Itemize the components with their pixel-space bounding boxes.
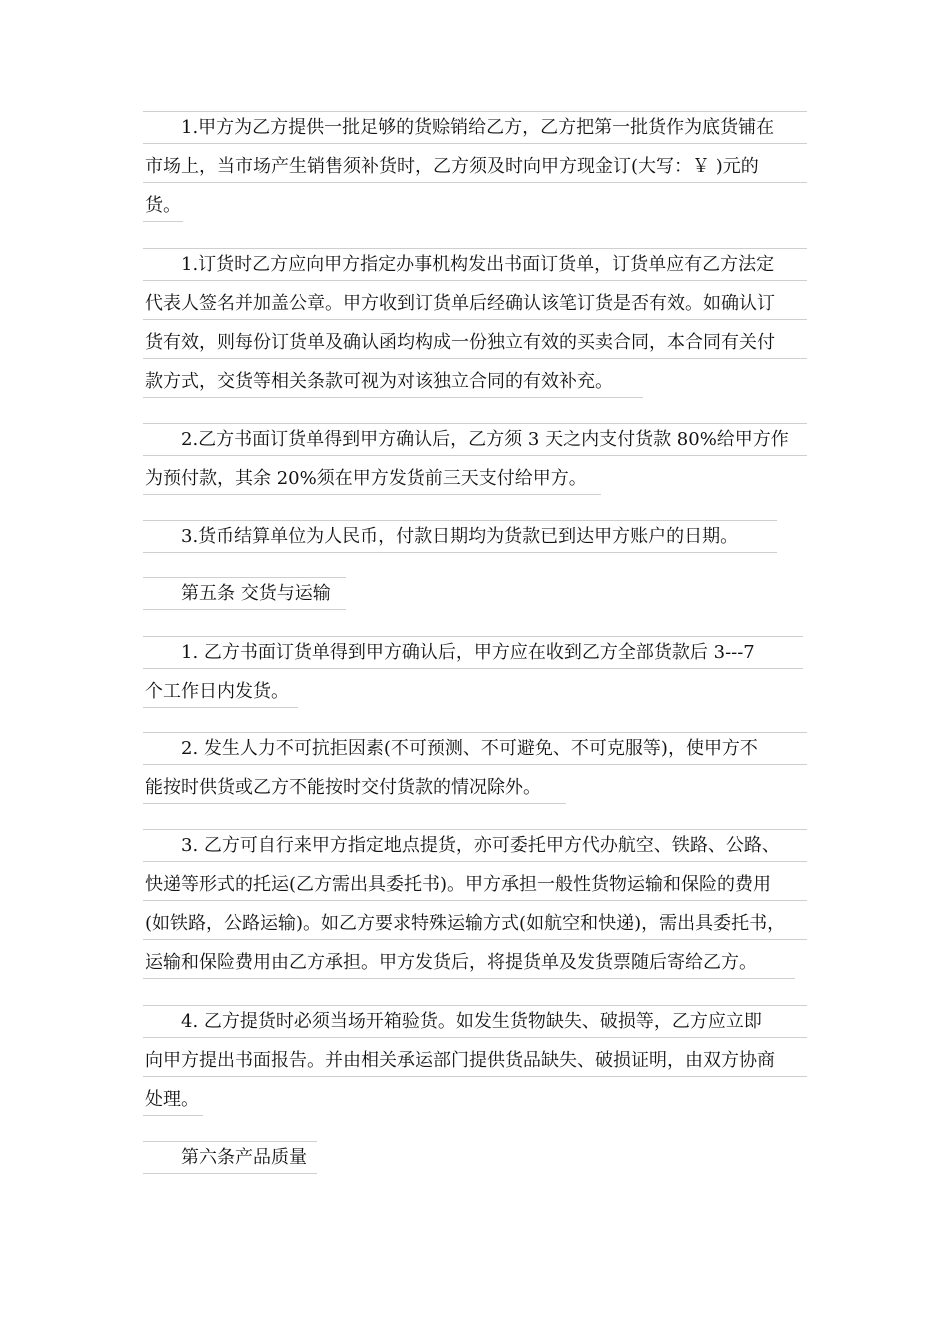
paragraph-consignment [143,108,807,225]
paragraph-ordering [143,245,807,401]
text-line: 运输和保险费用由乙方承担。甲方发货后，将提货单及发货票随后寄给乙方。 [143,943,795,982]
text-line: (如铁路，公路运输)。如乙方要求特殊运输方式(如航空和快递)，需出具委托书， [143,904,807,943]
text-line: 货有效，则每份订货单及确认函均构成一份独立有效的买卖合同，本合同有关付 [143,323,807,362]
text-line: 1. 乙方书面订货单得到甲方确认后，甲方应在收到乙方全部货款后 3---7 [143,633,803,672]
text-line: 向甲方提出书面报告。并由相关承运部门提供货品缺失、破损证明，由双方协商 [143,1041,807,1080]
paragraph-payment [143,420,807,498]
text-line: 代表人签名并加盖公章。甲方收到订货单后经确认该笔订货是否有效。如确认订 [143,284,807,323]
text-line: 4. 乙方提货时必须当场开箱验货。如发生货物缺失、破损等，乙方应立即 [143,1002,807,1041]
text-line: 2. 发生人力不可抗拒因素(不可预测、不可避免、不可克服等)，使甲方不 [143,729,807,768]
paragraph-shipping-time [143,633,807,711]
heading-line: 第六条产品质量 [143,1138,317,1177]
text-line: 处理。 [143,1080,203,1119]
text-line: 1.甲方为乙方提供一批足够的货赊销给乙方，乙方把第一批货作为底货铺在 [143,108,807,147]
text-line: 3.货币结算单位为人民币，付款日期均为货款已到达甲方账户的日期。 [143,517,777,556]
text-line: 为预付款，其余 20%须在甲方发货前三天支付给甲方。 [143,459,601,498]
paragraph-force-majeure [143,729,807,807]
text-line: 市场上，当市场产生销售须补货时，乙方须及时向甲方现金订(大写：￥ )元的 [143,147,807,186]
text-line: 能按时供货或乙方不能按时交付货款的情况除外。 [143,768,566,807]
text-line: 1.订货时乙方应向甲方指定办事机构发出书面订货单，订货单应有乙方法定 [143,245,807,284]
paragraph-currency [143,517,807,556]
paragraph-pickup-transport [143,826,807,982]
text-line: 快递等形式的托运(乙方需出具委托书)。甲方承担一般性货物运输和保险的费用 [143,865,807,904]
section-heading-quality [143,1138,807,1177]
paragraph-inspection [143,1002,807,1119]
text-line: 个工作日内发货。 [143,672,298,711]
text-line: 2.乙方书面订货单得到甲方确认后，乙方须 3 天之内支付货款 80%给甲方作 [143,420,807,459]
text-line: 3. 乙方可自行来甲方指定地点提货，亦可委托甲方代办航空、铁路、公路、 [143,826,807,865]
heading-line: 第五条 交货与运输 [143,574,346,613]
text-line: 款方式，交货等相关条款可视为对该独立合同的有效补充。 [143,362,643,401]
section-heading-delivery [143,574,807,613]
text-line: 货。 [143,186,183,225]
